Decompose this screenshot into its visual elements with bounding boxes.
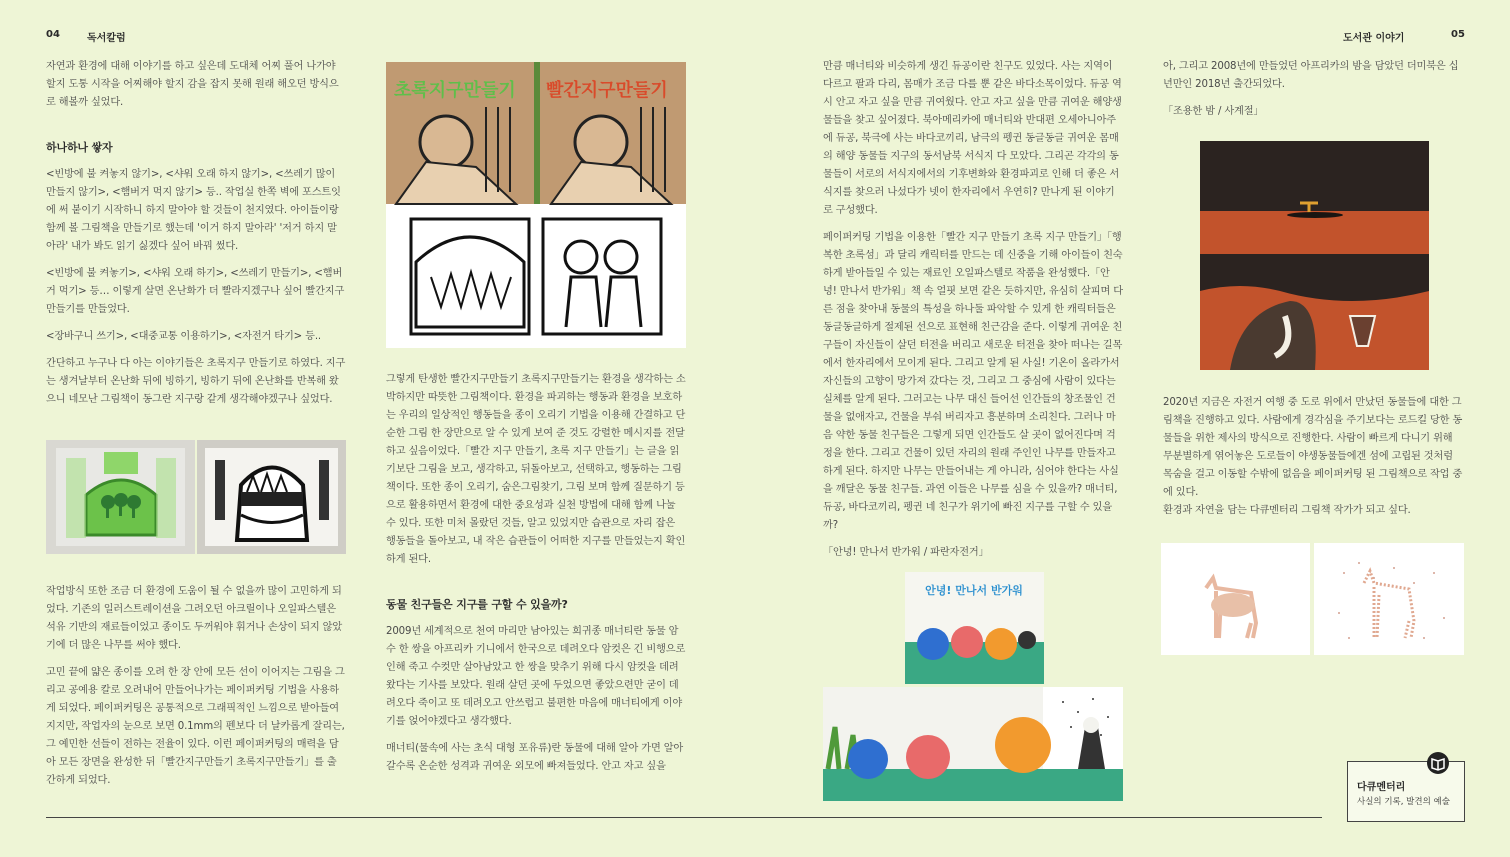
right-section-title: 도서관 이야기 <box>1343 33 1405 44</box>
section-heading: 동물 친구들은 지구를 구할 수 있을까? <box>386 598 568 611</box>
paragraph: <빈방에 불 켜놓기>, <샤워 오래 하기>, <쓰레기 만들기>, <햄버거 먹기> 등… 이렇게 살면 온난화가 더 빨라지겠구나 싶어 빨간지구 만들기를 만들었다. <box>46 268 345 315</box>
red-book-title: 빨간지구만들기 <box>546 80 668 101</box>
column-3 <box>823 58 1123 571</box>
column-2 <box>386 371 686 785</box>
paragraph: 아, 그리고 2008년에 만들었던 아프리카의 밤을 담았던 더미북은 십 년만인 2018년 출간되었다. <box>1163 61 1459 90</box>
documentary-badge <box>1347 761 1465 822</box>
image-caption: 「안녕! 만나서 반가워 / 파란자전거」 <box>823 547 989 558</box>
footer-rule <box>46 817 1322 818</box>
deer-illustration-2 <box>1314 543 1464 655</box>
paragraph: 환경과 자연을 담는 다큐멘터리 그림책 작가가 되고 싶다. <box>1163 505 1411 516</box>
image-caption: 「조용한 밤 / 사계절」 <box>1163 106 1264 117</box>
left-page-number: 04 <box>46 29 60 40</box>
paragraph: 페이퍼커팅 기법을 이용한「빨간 지구 만들기 초록 지구 만들기」「행복한 초록섬」과 달리 캐릭터를 만드는 데 신중을 기해 아이들이 친숙하게 받아들일 수 있는 재료인 오일파스텔로 작품을 완성했다.「안녕! 만나서 반가워」책 속 얼핏 보면 같은 듯하지만, 유심히 살피며 다른 점을 찾아내 동물의 특성을 하나둘 파악할 수 있게 한 캐릭터들은 동글동글하게 절제된 선으로 표현해 친근감을 준다. 이렇게 귀여운 친구들이 자신들이 살던 터전을 버리고 새로운 터전을 찾아 떠나는 길목에서 한자리에서 모이게 된다. 그리고 알게 된 사실! 기온이 올라가서 자신들의 고향이 망가져 갔다는 것, 그리고 그 중심에 사람이 있다는 실체를 알게 된다. 그러고는 나무 대신 들어선 인간들의 창조물인 건물을 없애자고, 건물을 부숴 버리자고 흥분하며 소리친다. 그러나 마음 약한 동물 친구들은 그렇게 되면 인간들도 살 곳이 없어진다며 걱정을 한다. 그리고 건물이 있던 자리의 원래 주인인 나무를 만들자고 하게 된다. 하지만 나무는 만들어내는 게 아니라, 심어야 한다는 사실을 깨달은 동물 친구들. 과연 이들은 나무를 심을 수 있을까? 매너티, 듀공, 바다코끼리, 펭귄 네 친구가 위기에 빠진 지구를 구할 수 있을까? <box>823 232 1123 531</box>
badge-title: 다큐멘터리 <box>1357 782 1406 793</box>
paragraph: 작업방식 또한 조금 더 환경에 도움이 될 수 없을까 많이 고민하게 되었다. 기존의 일러스트레이션을 그려오던 아크릴이나 오일파스텔은 석유 기반의 재료들이었고 종이도 두꺼워야 휘거나 손상이 되지 않았기에 더 많은 나무를 써야 했다. <box>46 586 343 651</box>
paragraph: 간단하고 누구나 다 아는 이야기들은 초록지구 만들기로 하였다. 지구는 생겨날부터 온난화 뒤에 빙하기, 빙하기 뒤에 온난화를 반복해 왔으니 네모난 그림책이 동그란 지구랑 같게 생각해야겠구나 싶었다. <box>46 358 346 405</box>
column-1-lower <box>46 583 346 799</box>
book-covers-image <box>386 62 686 348</box>
book-icon <box>1427 752 1449 774</box>
paragraph: <장바구니 쓰기>, <대중교통 이용하기>, <자전거 타기> 등.. <box>46 331 322 342</box>
paragraph: 2009년 세계적으로 천여 마리만 남아있는 희귀종 매너티란 동물 암수 한 쌍을 아프리카 기니에서 한국으로 데려오다 암컷은 긴 비행으로 인해 죽고 수컷만 살아남았고 한 쌍을 맞추기 위해 다시 암컷을 데려왔다는 기사를 보았다. 원래 살던 곳에 두었으면 좋았으련만 굳이 데려오다 죽이고 또 데려오고 안쓰럽고 불편한 마음에 매너티에게 이야기를 얹어야겠다고 생각했다. <box>386 626 686 727</box>
paragraph: 고민 끝에 얇은 종이를 오려 한 장 안에 모든 선이 이어지는 그림을 그리고 공예용 칼로 오려내어 만들어나가는 페이퍼커팅 기법을 사용하게 되었다. 페이퍼커팅은 공통적으로 그래픽적인 느낌으로 받아들여지지만, 작업자의 눈으로 보면 0.1mm의 펜보다 더 날카롭게 잘리는, 그 예민한 선들이 전하는 전율이 있다. 이런 페이퍼커팅의 매력을 담아 모든 장면을 완성한 뒤「빨간지구만들기 초록지구만들기」를 출간하게 되었다. <box>46 667 345 786</box>
column-1 <box>46 58 346 418</box>
left-section-title: 독서칼럼 <box>87 33 126 44</box>
paragraph: 2020년 지금은 자전거 여행 중 도로 위에서 만났던 동물들에 대한 그림책을 진행하고 있다. 사람에게 경각심을 주기보다는 로드킬 당한 동물들을 위한 제사의 방식으로 진행한다. 사람이 빠르게 다니기 위해 무분별하게 엮어놓은 도로들이 야생동물들에겐 섬에 고립된 것처럼 목숨을 걸고 이동할 수밖에 없음을 페이퍼커팅 된 그림책으로 작업 중에 있다. <box>1163 397 1463 498</box>
hello-book-cover <box>905 572 1044 684</box>
hello-book-spread <box>823 687 1123 801</box>
bw-papercut-illustration <box>197 440 346 554</box>
deer-illustration-1 <box>1161 543 1310 655</box>
paragraph: 그렇게 탄생한 빨간지구만들기 초록지구만들기는 환경을 생각하는 소박하지만 따뜻한 그림책이다. 환경을 파괴하는 행동과 환경을 보호하는 우리의 일상적인 행동들을 종이 오리기 기법을 이용해 간결하고 단순한 그림 한 장만으로 알 수 있게 보여 준 것도 강렬한 메시지를 전달하고 싶음이었다.「빨간 지구 만들기, 초록 지구 만들기」는 글을 읽기보단 그림을 보고, 생각하고, 뒤돌아보고, 선택하고, 행동하는 그림책이다. 또한 종이 오리기, 숨은그림찾기, 그림 보며 함께 질문하기 등으로 활용하면서 환경에 대한 중요성과 실천 방법에 대해 함께 나눌 수 있다. 또한 미처 몰랐던 것들, 알고 있었지만 습관으로 자리 잡은 행동들을 돌아보고, 내 작은 습관들이 어떠한 지구를 만들었는지 확인하게 된다. <box>386 374 686 565</box>
hello-book-title: 안녕! 만나서 반가워 <box>925 584 1023 597</box>
column-4 <box>1163 58 1465 130</box>
paragraph: 자연과 환경에 대해 이야기를 하고 싶은데 도대체 어찌 풀어 나가야 할지 도통 시작을 어찌해야 할지 감을 잡지 못해 원래 해오던 방식으로 해볼까 싶었다. <box>46 61 339 108</box>
badge-subtitle: 사실의 기록, 발견의 예술 <box>1357 797 1450 807</box>
quiet-night-cover <box>1200 141 1429 370</box>
green-papercut-illustration <box>46 440 195 554</box>
paragraph: <빈방에 불 켜놓지 않기>, <샤워 오래 하지 않기>, <쓰레기 많이 만들지 않기>, <햄버거 먹지 않기> 등.. 작업실 한쪽 벽에 포스트잇에 써 붙이기 시작하니 하지 말아야 할 것들이 천지였다. 아이들이랑 함께 볼 그림책을 만들기로 했는데 '이거 하지 말아라' '저거 하지 말아라' 내가 봐도 읽기 싫겠다 싶어 바꿔 썼다. <box>46 169 341 252</box>
green-book-title: 초록지구만들기 <box>394 80 516 101</box>
paragraph: 매너티(물속에 사는 초식 대형 포유류)란 동물에 대해 알아 가면 알아갈수록 온순한 성격과 귀여운 외모에 빠져들었다. 안고 자고 싶을 <box>386 743 684 772</box>
column-4-lower <box>1163 394 1465 529</box>
paragraph: 만큼 매너티와 비슷하게 생긴 듀공이란 친구도 있었다. 사는 지역이 다르고 팔과 다리, 몸매가 조금 다를 뿐 같은 바다소목이었다. 듀공 역시 안고 자고 싶을 만큼 귀여웠다. 안고 자고 싶을 만큼 귀여운 해양생물들을 찾고 싶어졌다. 북아메리카에 매너티와 반대편 오세아니아주에 듀공, 북극에 사는 바다코끼리, 남극의 펭귄 동글동글 귀여운 몸매의 해양 동물들 지구의 동서남북 서식지 다 모았다. 그리곤 각각의 동물들이 서로의 서식지에서의 기후변화와 환경파괴로 인해 더 좋은 서식지를 찾으러 나섰다가 넷이 한자리에서 우연히? 만나게 된 이야기로 구성했다. <box>823 61 1122 216</box>
right-page-number: 05 <box>1451 29 1465 40</box>
section-heading: 하나하나 쌓자 <box>46 141 113 154</box>
